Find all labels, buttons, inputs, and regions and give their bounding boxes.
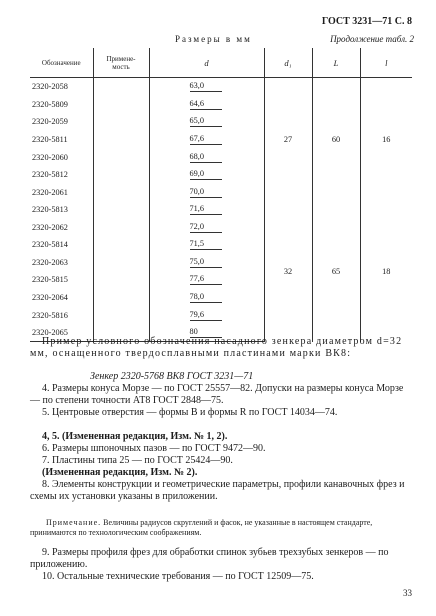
designation-cell: 2320-5814 [32, 240, 68, 250]
designation-cell: 2320-2061 [32, 187, 68, 197]
d-cell [149, 236, 264, 254]
col-designation: Обозначение [30, 48, 93, 78]
d-cell [149, 78, 264, 96]
designation-cell: 2320-2063 [32, 257, 68, 267]
applicability-cell [93, 236, 149, 254]
d-cell [149, 306, 264, 324]
clause-7: 7. Пластины типа 25 — по ГОСТ 25424—90. [42, 455, 233, 466]
applicability-cell [93, 78, 149, 96]
d-value: 78,0 [190, 292, 222, 303]
l-cell: 18 [360, 201, 412, 342]
designation-cell: 2320-5811 [32, 134, 68, 144]
page-number: 33 [403, 588, 412, 598]
d-cell [149, 201, 264, 219]
table-row [30, 201, 412, 219]
d-value: 80 [190, 327, 222, 338]
col-L: L [312, 48, 360, 78]
table-units: Размеры в мм [175, 34, 252, 44]
d-value: 68,0 [190, 152, 222, 163]
clause-8: 8. Элементы конструкции и геометрические параметры, профили канавочных фрез и схемы их установки указаны в приложении. [30, 479, 405, 502]
table-row [30, 78, 412, 96]
d-cell [149, 271, 264, 289]
d-cell [149, 289, 264, 307]
col-d1: d₁ [264, 48, 312, 78]
designation-cell: 2320-2065 [30, 324, 93, 342]
applicability-cell [93, 289, 149, 307]
d-value: 64,6 [190, 99, 222, 110]
applicability-cell [93, 166, 149, 184]
l-cell: 16 [360, 78, 412, 201]
d-cell [149, 113, 264, 131]
d-cell [149, 219, 264, 237]
d-cell [149, 166, 264, 184]
d-value: 72,0 [190, 222, 222, 233]
d-value: 63,0 [190, 81, 222, 92]
applicability-cell [93, 131, 149, 149]
L-cell: 65 [312, 201, 360, 342]
designation-cell: 2320-5809 [32, 99, 68, 109]
d-value: 79,6 [190, 310, 222, 321]
example-designation: Зенкер 2320-5768 ВК8 ГОСТ 3231—71 [90, 371, 254, 382]
designation-cell: 2320-2064 [32, 293, 68, 303]
example-intro: Пример условного обозначения насадного зенкера диаметром d=32 мм, оснащенного твердосплавными пластинами марки ВК8: [30, 336, 403, 359]
clause-6: 6. Размеры шпоночных пазов — по ГОСТ 9472—90. [42, 443, 266, 454]
applicability-cell [93, 271, 149, 289]
designation-cell: 2320-2062 [32, 222, 68, 232]
designation-cell: 2320-2059 [32, 117, 68, 127]
designation-cell: 2320-5812 [32, 170, 68, 180]
d-cell [149, 148, 264, 166]
clause-5: 5. Центровые отверстия — формы В и формы R по ГОСТ 14034—74. [42, 407, 338, 418]
applicability-cell [93, 201, 149, 219]
col-applicability: Примене- мость [93, 48, 149, 78]
table-continuation: Продолжение табл. 2 [330, 34, 414, 44]
d-value: 77,6 [190, 274, 222, 285]
d-cell [149, 183, 264, 201]
note [30, 518, 410, 538]
d-value: 69,0 [190, 169, 222, 180]
designation-cell: 2320-5816 [32, 310, 68, 320]
clause-4: 4. Размеры конуса Морзе — по ГОСТ 25557—82. Допуски на размеры конуса Морзе — по степени точности АТ8 ГОСТ 2848—75. [30, 383, 404, 406]
applicability-cell [93, 219, 149, 237]
applicability-cell [93, 96, 149, 114]
d-value: 71,6 [190, 204, 222, 215]
applicability-cell [93, 183, 149, 201]
document-header: ГОСТ 3231—71 С. 8 [321, 16, 412, 27]
amendment-7: (Измененная редакция, Изм. № 2). [42, 467, 198, 478]
d1-cell: 27 [264, 78, 312, 201]
note-label: Примечание. [46, 518, 102, 527]
d-value: 71,5 [190, 239, 222, 250]
applicability-cell [93, 306, 149, 324]
d-value: 75,0 [190, 257, 222, 268]
d-value: 70,0 [190, 187, 222, 198]
designation-cell: 2320-2058 [32, 82, 68, 92]
dimensions-table [30, 48, 412, 342]
applicability-cell [93, 148, 149, 166]
amendment-4-5: 4, 5. (Измененная редакция, Изм. № 1, 2). [42, 431, 228, 442]
d-cell [149, 96, 264, 114]
designation-cell: 2320-5813 [32, 205, 68, 215]
d-cell [149, 131, 264, 149]
d-value: 67,6 [190, 134, 222, 145]
designation-cell: 2320-5815 [32, 275, 68, 285]
col-d: d [149, 48, 264, 78]
note-text: Величины радиусов скруглений и фасок, не указанные в настоящем стандарте, принимаются по технологическим соображениям. [30, 518, 373, 537]
designation-cell: 2320-2060 [32, 152, 68, 162]
d1-cell: 32 [264, 201, 312, 342]
applicability-cell [93, 113, 149, 131]
clause-9: 9. Размеры профиля фрез для обработки спинок зубьев трехзубых зенкеров — по приложению. [30, 547, 389, 570]
d-cell [149, 254, 264, 272]
L-cell: 60 [312, 78, 360, 201]
applicability-cell [93, 254, 149, 272]
clause-10: 10. Остальные технические требования — по ГОСТ 12509—75. [42, 571, 314, 582]
col-l: l [360, 48, 412, 78]
d-value: 65,0 [190, 116, 222, 127]
